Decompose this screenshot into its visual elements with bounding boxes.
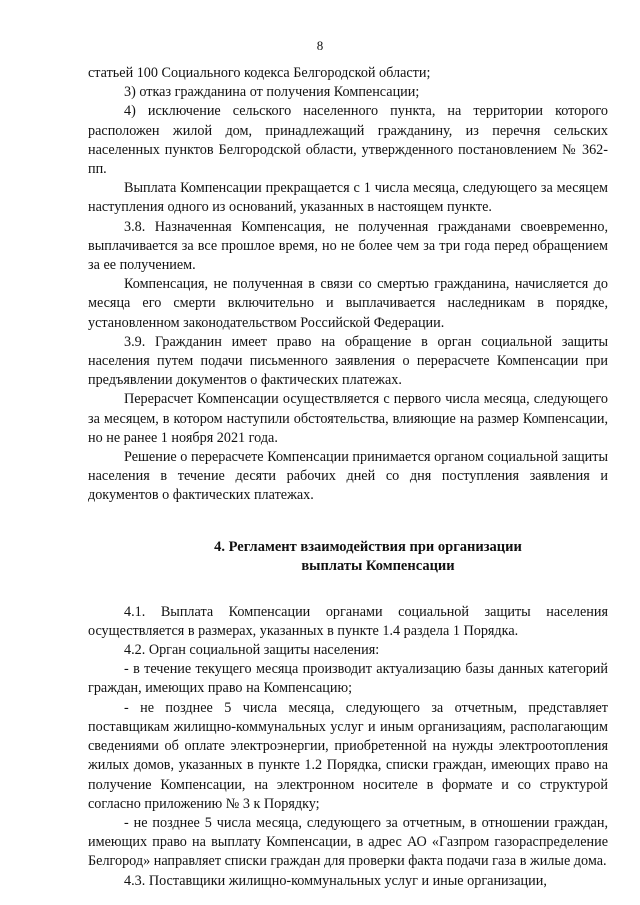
paragraph: Выплата Компенсации прекращается с 1 числа месяца, следующего за месяцем наступления одного из оснований, указанных в настоящем пункте. [88,180,608,216]
paragraph: 4) исключение сельского населенного пункта, на территории которого расположен жилой дом, принадлежащий гражданину, из перечня сельских населенных пунктов Белгородской области, утвержденного постановлением № 362-пп. [88,103,608,178]
paragraph: - в течение текущего месяца производит актуализацию базы данных категорий граждан, имеющих право на Компенсацию; [88,661,608,697]
page-number: 8 [316,38,324,53]
paragraph: 4.2. Орган социальной защиты населения: [124,642,380,659]
paragraph: - не позднее 5 числа месяца, следующего за отчетным, в отношении граждан, имеющих право на выплату Компенсации, в адрес АО «Газпром газораспределение Белгород» направляет списки граждан для проверки факта подачи газа в жилые дома. [88,814,608,870]
paragraph: - не позднее 5 числа месяца, следующего за отчетным, представляет поставщикам жилищно-коммунальных услуг и иным организациям, располагающим сведениями об оплате электроэнергии, приобретенной на нужды электроотопления жилых домов, указанных в пункте 1.2 Порядка, списки граждан, имеющих право на получение Компенсации, на электронном носителе в формате и со структурой согласно приложению № 3 к Порядку; [88,699,608,812]
section-heading-line-2: выплаты Компенсации [301,558,455,575]
paragraph: 3) отказ гражданина от получения Компенсации; [124,84,420,101]
paragraph: 4.3. Поставщики жилищно-коммунальных услуг и иные организации, [124,872,547,889]
section-heading [88,538,608,577]
paragraph: статьей 100 Социального кодекса Белгородской области; [88,65,431,81]
document-body [88,64,608,891]
section-4-body [88,603,608,891]
paragraph: 3.8. Назначенная Компенсация, не полученная гражданами своевременно, выплачивается за все прошлое время, но не более чем за три года перед обращением за ее получением. [88,218,608,274]
section-3-tail [88,64,608,506]
paragraph: Решение о перерасчете Компенсации принимается органом социальной защиты населения в течение десяти рабочих дней со дня поступления заявления и документов о фактических платежах. [88,449,608,504]
paragraph: Компенсация, не полученная в связи со смертью гражданина, начисляется до месяца его смерти включительно и выплачивается наследникам в порядке, установленном законодательством Российской Федерации. [88,276,608,331]
paragraph: 3.9. Гражданин имеет право на обращение в орган социальной защиты населения путем подачи письменного заявления о перерасчете Компенсации при предъявлении документов о фактических платежах. [88,333,608,389]
paragraph: 4.1. Выплата Компенсации органами социальной защиты населения осуществляется в размерах, указанных в пункте 1.4 раздела 1 Порядка. [88,603,608,639]
section-heading-line-1: 4. Регламент взаимодействия при организации [214,538,522,555]
paragraph: Перерасчет Компенсации осуществляется с первого числа месяца, следующего за месяцем, в котором наступили обстоятельства, влияющие на размер Компенсации, но не ранее 1 ноября 2021 года. [88,391,608,446]
